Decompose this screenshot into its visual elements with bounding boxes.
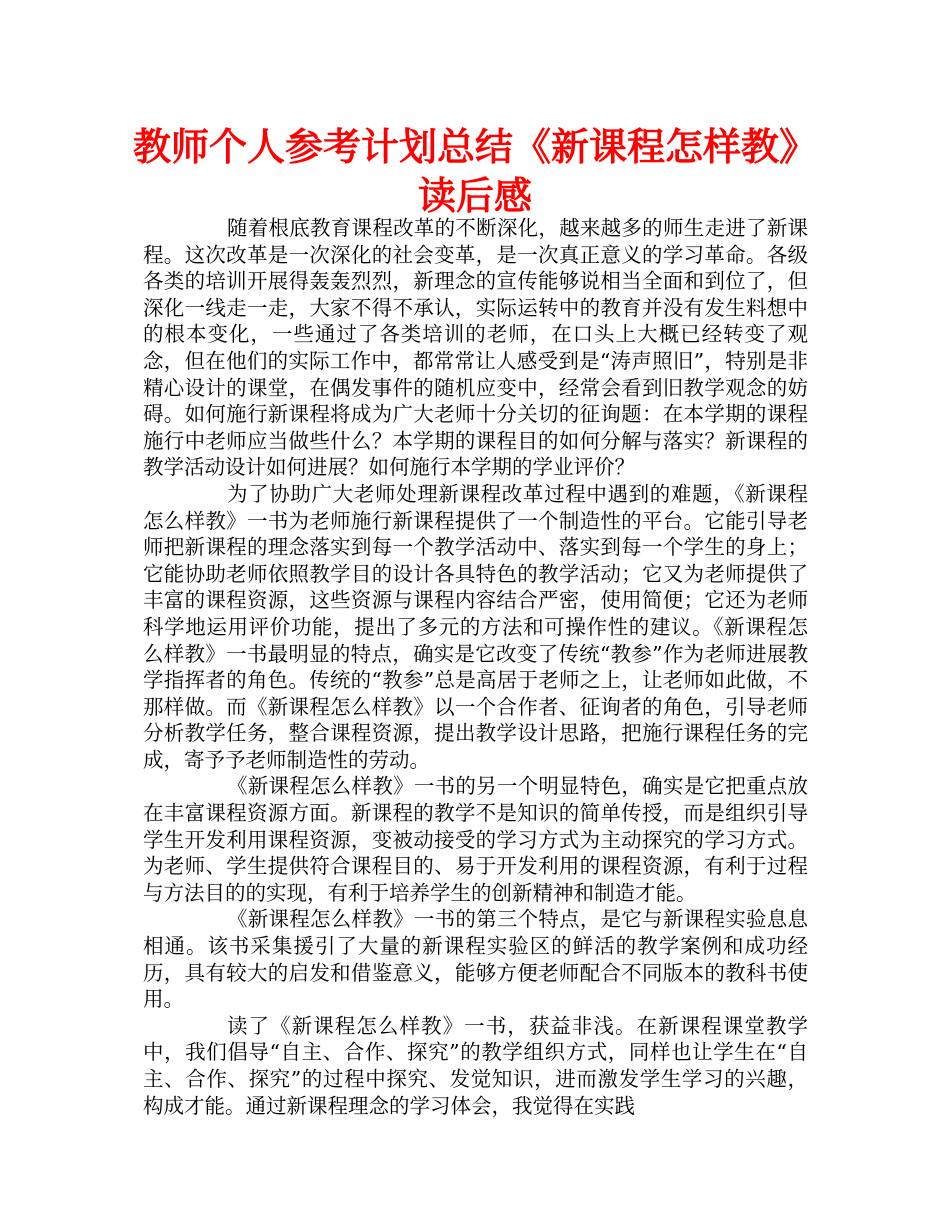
document-title: 教师个人参考计划总结《新课程怎样教》读后感 xyxy=(132,124,817,218)
paragraph-3: 《新课程怎么样教》一书的另一个明显特色，确实是它把重点放在丰富课程资源方面。新课程的教学不是知识的简单传授，而是组织引导学生开发利用课程资源，变被动接受的学习方式为主动探究的学习方式。为老师、学生提供符合课程目的、易于开发利用的课程资源，有利于过程与方法目的的实现，有利于培养学生的创新精神和制造才能。 xyxy=(143,774,808,905)
paragraph-4: 《新课程怎么样教》一书的第三个特点，是它与新课程实验息息相通。该书采集援引了大量的新课程实验区的鲜活的教学案例和成功经历，具有较大的启发和借鉴意义，能够方便老师配合不同版本的教科书使用。 xyxy=(143,907,808,1012)
paragraph-2: 为了协助广大老师处理新课程改革过程中遇到的难题，《新课程怎么样教》一书为老师施行新课程提供了一个制造性的平台。它能引导老师把新课程的理念落实到每一个教学活动中、落实到每一个学生的身上；它能协助老师依照教学目的设计各具特色的教学活动；它又为老师提供了丰富的课程资源，这些资源与课程内容结合严密，使用简便；它还为老师科学地运用评价功能，提出了多元的方法和可操作性的建议。《新课程怎么样教》一书最明显的特点，确实是它改变了传统“教参”作为老师进展教学指挥者的角色。传统的“教参”总是高居于老师之上，让老师如此做，不那样做。而《新课程怎么样教》以一个合作者、征询者的角色，引导老师分析教学任务，整合课程资源，提出教学设计思路，把施行课程任务的完成，寄予予老师制造性的劳动。 xyxy=(143,481,808,772)
paragraph-5: 读了《新课程怎么样教》一书，获益非浅。在新课程课堂教学中，我们倡导“自主、合作、探究”的教学组织方式，同样也让学生在“自主、合作、探究”的过程中探究、发觉知识，进而激发学生学习的兴趣，构成才能。通过新课程理念的学习体会，我觉得在实践 xyxy=(143,1013,808,1118)
document-body xyxy=(143,215,808,1119)
paragraph-1: 随着根底教育课程改革的不断深化，越来越多的师生走进了新课程。这次改革是一次深化的社会变革，是一次真正意义的学习革命。各级各类的培训开展得轰轰烈烈，新理念的宣传能够说相当全面和到位了，但深化一线走一走，大家不得不承认，实际运转中的教育并没有发生料想中的根本变化，一些通过了各类培训的老师，在口头上大概已经转变了观念，但在他们的实际工作中，都常常让人感受到是“涛声照旧”，特别是非精心设计的课堂，在偶发事件的随机应变中，经常会看到旧教学观念的妨碍。如何施行新课程将成为广大老师十分关切的征询题：在本学期的课程施行中老师应当做些什么？本学期的课程目的如何分解与落实？新课程的教学活动设计如何进展？如何施行本学期的学业评价？ xyxy=(143,216,808,480)
